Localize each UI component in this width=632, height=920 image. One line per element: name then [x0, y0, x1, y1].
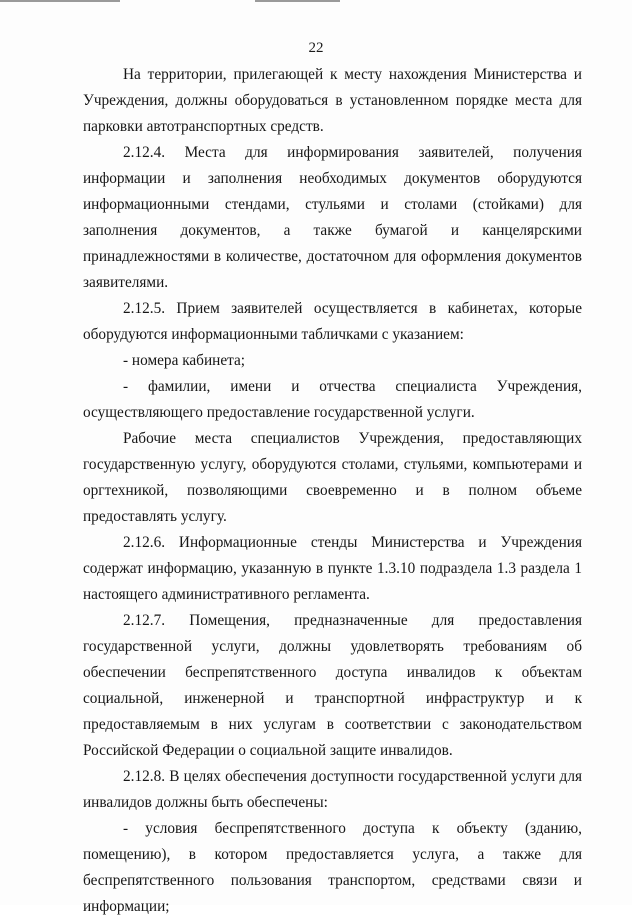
paragraph-2-12-4: 2.12.4. Места для информирования заявителей, получения информации и заполнения необходимых документов оборудуются информационными стендами, стульями и столами (стойками) для заполнения документов, а также бумагой и канцелярскими принадлежностями в количестве, достаточном для оформления документов заявителями.	[83, 144, 582, 291]
paragraph-2-12-5: 2.12.5. Прием заявителей осуществляется в кабинетах, которые оборудуются информационными табличками с указанием:	[83, 300, 582, 343]
scan-edge-right	[255, 0, 340, 2]
page-number: 22	[308, 40, 324, 56]
list-item-access-conditions: - условия беспрепятственного доступа к объекту (зданию, помещению), в котором предоставляется услуга, а также для беспрепятственного пользования транспортом, средствами связи и информации;	[83, 820, 582, 915]
paragraph-parking: На территории, прилегающей к месту нахождения Министерства и Учреждения, должны оборудоваться в установленном порядке места для парковки автотранспортных средств.	[83, 66, 582, 135]
paragraph-2-12-7: 2.12.7. Помещения, предназначенные для предоставления государственной услуги, должны удовлетворять требованиям об обеспечении беспрепятственного доступа инвалидов к объектам социальной, инженерной и транспортной инфраструктур и к предоставляемым в них услугам в соответствии с законодательством Российской Федерации о социальной защите инвалидов.	[83, 612, 582, 759]
scan-edge-left	[0, 0, 120, 2]
document-body	[83, 62, 582, 920]
list-item-specialist-name: - фамилии, имени и отчества специалиста Учреждения, осуществляющего предоставление государственной услуги.	[83, 378, 582, 421]
list-item-room-number: - номера кабинета;	[123, 352, 246, 369]
paragraph-workplaces: Рабочие места специалистов Учреждения, предоставляющих государственную услугу, оборудуются столами, стульями, компьютерами и оргтехникой, позволяющими своевременно и в полном объеме предоставлять услугу.	[83, 430, 582, 525]
paragraph-2-12-8: 2.12.8. В целях обеспечения доступности государственной услуги для инвалидов должны быть обеспечены:	[83, 768, 582, 811]
paragraph-2-12-6: 2.12.6. Информационные стенды Министерства и Учреждения содержат информацию, указанную в пункте 1.3.10 подраздела 1.3 раздела 1 настоящего административного регламента.	[83, 534, 582, 603]
